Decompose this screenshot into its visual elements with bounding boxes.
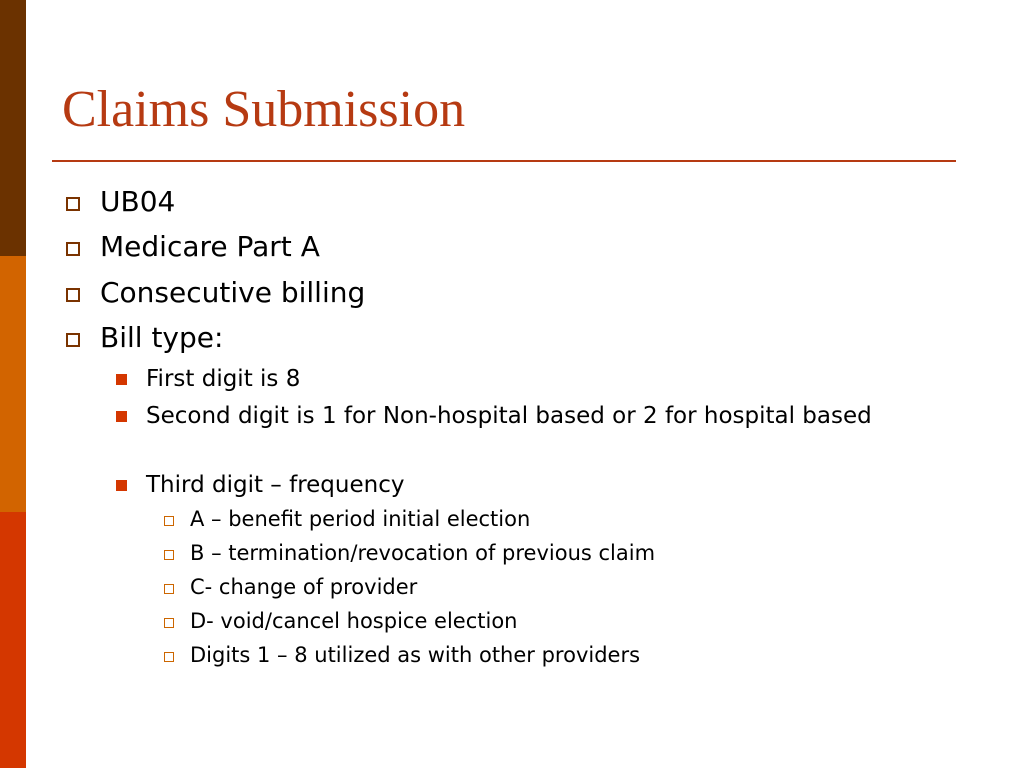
- list-item: Second digit is 1 for Non-hospital based or 2 for hospital based: [146, 403, 872, 429]
- list-item: Bill type:: [100, 321, 224, 354]
- square-bullet-icon: [66, 333, 80, 347]
- filled-square-bullet-icon: [116, 411, 127, 422]
- square-bullet-icon: [66, 242, 80, 256]
- hollow-square-bullet-icon: [164, 516, 174, 526]
- list-item: D- void/cancel hospice election: [190, 609, 518, 633]
- filled-square-bullet-icon: [116, 374, 127, 385]
- square-bullet-icon: [66, 288, 80, 302]
- list-item: Digits 1 – 8 utilized as with other providers: [190, 643, 641, 667]
- list-item: First digit is 8: [146, 366, 301, 392]
- list-item: A – benefit period initial election: [190, 507, 531, 531]
- hollow-square-bullet-icon: [164, 618, 174, 628]
- hollow-square-bullet-icon: [164, 550, 174, 560]
- slide-title: Claims Submission: [62, 81, 466, 138]
- square-bullet-icon: [66, 197, 80, 211]
- list-item: Third digit – frequency: [146, 472, 405, 498]
- list-item: UB04: [100, 185, 176, 218]
- list-item: B – termination/revocation of previous claim: [190, 541, 656, 565]
- list-item: Consecutive billing: [100, 276, 366, 309]
- list-item: Medicare Part A: [100, 230, 320, 263]
- hollow-square-bullet-icon: [164, 652, 174, 662]
- list-item: C- change of provider: [190, 575, 418, 599]
- hollow-square-bullet-icon: [164, 584, 174, 594]
- filled-square-bullet-icon: [116, 480, 127, 491]
